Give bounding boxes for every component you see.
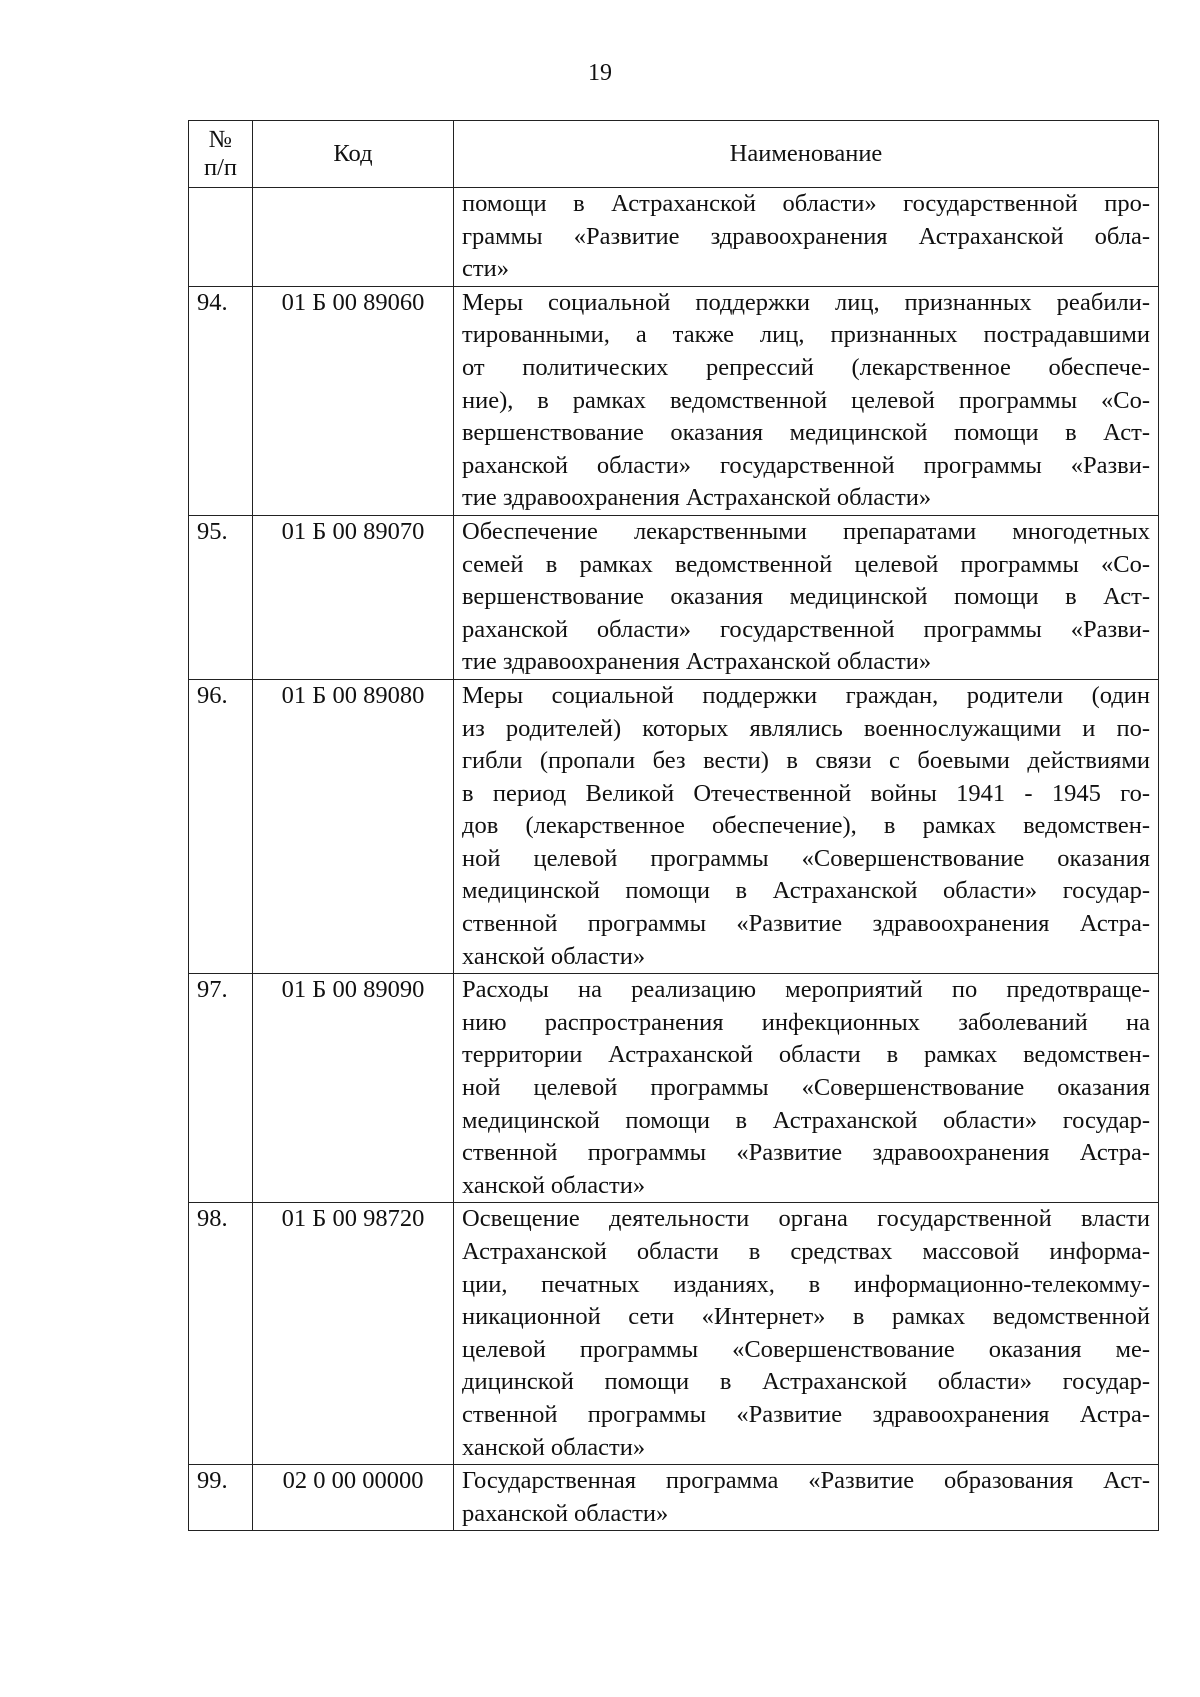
header-code: Код — [253, 121, 454, 188]
row-code: 01 Б 00 98720 — [253, 1203, 454, 1465]
row-name-line: раханской области» государственной программы «Разви- — [462, 451, 1150, 479]
row-name-line: тие здравоохранения Астраханской области» — [462, 648, 932, 676]
row-code: 01 Б 00 89070 — [253, 515, 454, 679]
row-number — [189, 188, 253, 287]
header-number-symbol: № — [208, 126, 233, 153]
row-name-line: тие здравоохранения Астраханской области» — [462, 484, 932, 512]
row-code: 02 0 00 00000 — [253, 1465, 454, 1531]
row-name — [454, 286, 1159, 515]
row-name-line: дицинской помощи в Астраханской области» государ- — [462, 1368, 1150, 1396]
row-code — [253, 188, 454, 287]
row-name-line: Освещение деятельности органа государственной власти — [462, 1205, 1150, 1233]
row-name-line: ханской области» — [462, 942, 646, 970]
row-name-line: помощи в Астраханской области» государственной про- — [462, 190, 1150, 217]
table-row — [189, 974, 1159, 1203]
row-name-line: в период Великой Отечественной войны 1941 - 1945 го- — [462, 779, 1150, 807]
header-number-label: п/п — [203, 154, 238, 181]
row-name-line: Меры социальной поддержки граждан, родители (один — [462, 681, 1150, 709]
row-code: 01 Б 00 89060 — [253, 286, 454, 515]
row-name-line: Обеспечение лекарственными препаратами многодетных — [462, 517, 1150, 545]
header-number — [189, 121, 253, 188]
row-number: 94. — [189, 286, 253, 515]
table-row — [189, 1203, 1159, 1465]
row-code: 01 Б 00 89090 — [253, 974, 454, 1203]
row-name-line: сти» — [462, 255, 509, 283]
row-name-line: гибли (пропали без вести) в связи с боевыми действиями — [462, 747, 1150, 775]
row-name-line: тированными, а также лиц, признанных пострадавшими — [462, 321, 1150, 349]
document-table — [188, 120, 1159, 1531]
row-name-line: территории Астраханской области в рамках ведомствен- — [462, 1041, 1150, 1069]
row-name — [454, 188, 1159, 287]
row-name-line: раханской области» государственной программы «Разви- — [462, 615, 1150, 643]
row-name-line: ственной программы «Развитие здравоохранения Астра- — [462, 910, 1150, 938]
row-name — [454, 974, 1159, 1203]
row-name — [454, 1465, 1159, 1531]
row-name-line: из родителей) которых являлись военнослужащими и по- — [462, 714, 1150, 742]
row-name-line: вершенствование оказания медицинской помощи в Аст- — [462, 583, 1150, 611]
row-name-line: вершенствование оказания медицинской помощи в Аст- — [462, 419, 1150, 447]
row-name — [454, 1203, 1159, 1465]
row-name-line: целевой программы «Совершенствование оказания ме- — [462, 1335, 1150, 1363]
row-name-line: ханской области» — [462, 1433, 646, 1461]
row-name-line: Расходы на реализацию мероприятий по предотвраще- — [462, 976, 1150, 1004]
row-number: 95. — [189, 515, 253, 679]
row-name-line: ственной программы «Развитие здравоохранения Астра- — [462, 1400, 1150, 1428]
row-name — [454, 679, 1159, 973]
row-name-line: ственной программы «Развитие здравоохранения Астра- — [462, 1139, 1150, 1167]
table-row — [189, 188, 1159, 287]
row-name-line: Астраханской области в средствах массовой информа- — [462, 1238, 1150, 1265]
row-number: 98. — [189, 1203, 253, 1465]
row-number: 99. — [189, 1465, 253, 1531]
row-name-line: от политических репрессий (лекарственное обеспече- — [462, 353, 1150, 381]
row-number: 96. — [189, 679, 253, 973]
row-code: 01 Б 00 89080 — [253, 679, 454, 973]
table-row — [189, 286, 1159, 515]
page-number: 19 — [588, 60, 612, 86]
header-name: Наименование — [454, 121, 1159, 188]
row-name-line: ции, печатных изданиях, в информационно-телекомму- — [462, 1270, 1150, 1298]
row-name-line: нию распространения инфекционных заболеваний на — [462, 1008, 1150, 1036]
row-name-line: ной целевой программы «Совершенствование оказания — [462, 844, 1150, 872]
row-name-line: ние), в рамках ведомственной целевой программы «Со- — [462, 386, 1150, 414]
table-row — [189, 679, 1159, 973]
row-name-line: ной целевой программы «Совершенствование оказания — [462, 1074, 1150, 1102]
row-name-line: дов (лекарственное обеспечение), в рамках ведомствен- — [462, 812, 1150, 840]
row-name-line: медицинской помощи в Астраханской области» государ- — [462, 1106, 1150, 1134]
row-name-line: раханской области» — [462, 1499, 669, 1527]
row-name-line: ханской области» — [462, 1171, 646, 1199]
row-name-line: никационной сети «Интернет» в рамках ведомственной — [462, 1303, 1150, 1331]
table-body — [189, 188, 1159, 1531]
table-header-row — [189, 121, 1159, 188]
row-name-line: семей в рамках ведомственной целевой программы «Со- — [462, 550, 1150, 578]
row-name-line: Государственная программа «Развитие образования Аст- — [462, 1467, 1150, 1495]
row-name — [454, 515, 1159, 679]
row-name-line: Меры социальной поддержки лиц, признанных реабили- — [462, 288, 1150, 316]
table-row — [189, 515, 1159, 679]
table-row — [189, 1465, 1159, 1531]
row-name-line: граммы «Развитие здравоохранения Астраханской обла- — [462, 222, 1150, 250]
row-name-line: медицинской помощи в Астраханской области» государ- — [462, 877, 1150, 905]
row-number: 97. — [189, 974, 253, 1203]
